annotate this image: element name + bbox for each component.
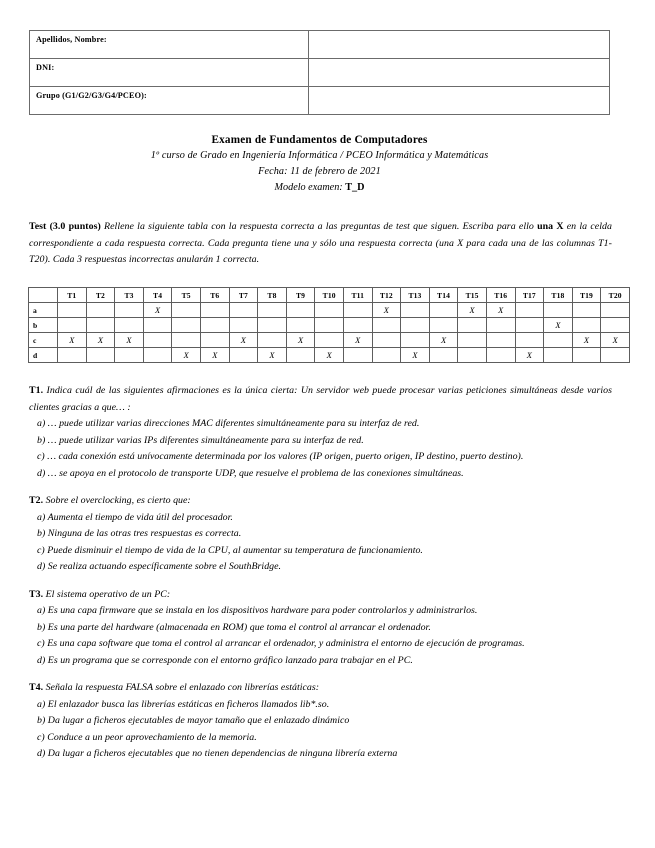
answer-cell-t12-a[interactable]: X (372, 303, 401, 318)
question-text: Sobre el overclocking, es cierto que: (43, 495, 191, 506)
exam-model-line (29, 180, 610, 196)
answer-cell-t7-c[interactable]: X (229, 333, 258, 348)
answer-cell-t16-a[interactable]: X (486, 303, 515, 318)
answer-cell-t6-a[interactable] (200, 303, 229, 318)
answer-cell-t20-d[interactable] (601, 348, 630, 363)
question-option[interactable]: c) Conduce a un peor aprovechamiento de la memoria. (37, 731, 257, 743)
answer-cell-t8-b[interactable] (258, 318, 287, 333)
answer-cell-t5-d[interactable]: X (172, 348, 201, 363)
answer-cell-t6-c[interactable] (200, 333, 229, 348)
answer-cell-t14-b[interactable] (429, 318, 458, 333)
answer-cell-t18-c[interactable] (544, 333, 573, 348)
question-number: T1. (29, 385, 44, 396)
answer-cell-t1-d[interactable] (58, 348, 87, 363)
info-label-dni: DNI: (30, 59, 309, 87)
answer-cell-t15-d[interactable] (458, 348, 487, 363)
answer-cell-t9-b[interactable] (286, 318, 315, 333)
answer-cell-t6-d[interactable]: X (200, 348, 229, 363)
page-title: Examen de Fundamentos de Computadores (211, 134, 428, 146)
question-number: T4. (29, 682, 44, 693)
answer-grid-col-header: T19 (572, 288, 601, 303)
question-stem (29, 383, 612, 416)
answer-grid-table[interactable] (28, 287, 630, 363)
answer-cell-t18-a[interactable] (544, 303, 573, 318)
answer-grid-col-header: T17 (515, 288, 544, 303)
answer-cell-t1-a[interactable] (58, 303, 87, 318)
answer-cell-t19-b[interactable] (572, 318, 601, 333)
answer-grid-col-header: T10 (315, 288, 344, 303)
answer-cell-t19-d[interactable] (572, 348, 601, 363)
question-text: Señala la respuesta FALSA sobre el enlazado con librerías estáticas: (43, 682, 320, 693)
answer-cell-t19-c[interactable]: X (572, 333, 601, 348)
answer-cell-t15-b[interactable] (458, 318, 487, 333)
answer-grid-col-header: T14 (429, 288, 458, 303)
answer-cell-t8-c[interactable] (258, 333, 287, 348)
question-block (29, 383, 612, 482)
info-label-apellidos: Apellidos, Nombre: (30, 31, 309, 59)
question-option[interactable]: a) Es una capa firmware que se instala en los dispositivos hardware para poder controlarlos y administrarlos. (37, 605, 478, 616)
exam-date: Fecha: 11 de febrero de 2021 (258, 166, 381, 177)
answer-grid-row (29, 303, 630, 318)
answer-grid-row (29, 348, 630, 363)
answer-cell-t11-a[interactable] (343, 303, 372, 318)
instructions-lead: Test (3.0 puntos) (29, 221, 101, 232)
answer-cell-t4-a[interactable]: X (143, 303, 172, 318)
answer-cell-t5-c[interactable] (172, 333, 201, 348)
answer-grid-col-header: T12 (372, 288, 401, 303)
answer-cell-t4-b[interactable] (143, 318, 172, 333)
answer-cell-t8-a[interactable] (258, 303, 287, 318)
question-stem (29, 587, 612, 604)
answer-cell-t19-a[interactable] (572, 303, 601, 318)
questions-container (29, 383, 612, 774)
instructions-bold-una-x: una X (537, 221, 564, 232)
answer-cell-t16-d[interactable] (486, 348, 515, 363)
answer-grid-col-header: T11 (343, 288, 372, 303)
answer-grid-col-header: T15 (458, 288, 487, 303)
question-text: Indica cuál de las siguientes afirmaciones es la única cierta: Un servidor web puede procesar varias peticiones simultáneas desde varios clientes gracias a que… : (29, 385, 612, 413)
answer-grid-col-header: T9 (286, 288, 315, 303)
student-info-body (30, 31, 610, 115)
answer-cell-t8-d[interactable]: X (258, 348, 287, 363)
answer-cell-t2-b[interactable] (86, 318, 115, 333)
student-info-table (29, 30, 610, 115)
question-stem (29, 680, 612, 697)
answer-grid-col-header: T16 (486, 288, 515, 303)
instructions-text-2: en la celda correspondiente a cada respuesta correcta. Cada pregunta tiene una y sólo una respuesta correcta (una X para cada una de las columnas T1-T20). Cada 3 respuestas incorrectas anularán 1 correcta. (29, 221, 612, 265)
answer-cell-t4-c[interactable] (143, 333, 172, 348)
answer-grid-row (29, 333, 630, 348)
answer-cell-t2-c[interactable]: X (86, 333, 115, 348)
question-block (29, 493, 612, 576)
answer-cell-t1-c[interactable]: X (58, 333, 87, 348)
answer-cell-t17-a[interactable] (515, 303, 544, 318)
question-number: T3. (29, 588, 44, 600)
answer-cell-t14-c[interactable]: X (429, 333, 458, 348)
answer-cell-t3-a[interactable] (115, 303, 144, 318)
table-row (30, 31, 610, 59)
answer-cell-t4-d[interactable] (143, 348, 172, 363)
test-instructions (29, 219, 612, 269)
question-option[interactable]: c) Puede disminuir el tiempo de vida de la CPU, al aumentar su temperatura de funcionamiento. (37, 544, 423, 556)
answer-cell-t20-c[interactable]: X (601, 333, 630, 348)
info-value-grupo[interactable] (309, 87, 610, 115)
answer-grid-header-row (29, 288, 630, 303)
info-value-dni[interactable] (309, 59, 610, 87)
answer-cell-t9-a[interactable] (286, 303, 315, 318)
answer-cell-t10-d[interactable]: X (315, 348, 344, 363)
info-label-grupo: Grupo (G1/G2/G3/G4/PCEO): (30, 87, 309, 115)
answer-grid-col-header: T7 (229, 288, 258, 303)
question-option[interactable]: c) … cada conexión está unívocamente determinada por los valores (IP origen, puerto origen, IP destino, puerto destino). (37, 451, 524, 462)
answer-cell-t7-a[interactable] (229, 303, 258, 318)
question-option[interactable]: a) El enlazador busca las librerías estáticas en ficheros llamados lib*.so. (37, 698, 330, 710)
table-row (30, 87, 610, 115)
answer-cell-t2-a[interactable] (86, 303, 115, 318)
question-option[interactable]: a) … puede utilizar varias direcciones MAC diferentes simultáneamente para su interfaz de red. (37, 418, 420, 429)
answer-grid-col-header: T2 (86, 288, 115, 303)
answer-cell-t7-b[interactable] (229, 318, 258, 333)
answer-cell-t10-a[interactable] (315, 303, 344, 318)
answer-grid-head (29, 288, 630, 303)
answer-grid-col-header: T5 (172, 288, 201, 303)
answer-cell-t12-b[interactable] (372, 318, 401, 333)
question-text: El sistema operativo de un PC: (43, 588, 171, 600)
answer-cell-t9-d[interactable] (286, 348, 315, 363)
question-number: T2. (29, 495, 44, 506)
answer-cell-t3-b[interactable] (115, 318, 144, 333)
answer-grid-col-header: T13 (401, 288, 430, 303)
answer-grid-row-label: b (29, 318, 58, 333)
answer-grid-corner (29, 288, 58, 303)
answer-cell-t16-c[interactable] (486, 333, 515, 348)
answer-cell-t15-a[interactable]: X (458, 303, 487, 318)
answer-grid-col-header: T8 (258, 288, 287, 303)
question-option[interactable]: b) Ninguna de las otras tres respuestas es correcta. (37, 528, 242, 539)
answer-grid-body (29, 303, 630, 363)
answer-cell-t3-c[interactable]: X (115, 333, 144, 348)
question-option[interactable]: d) … se apoya en el protocolo de transporte UDP, que resuelve el problema de las conexiones simultáneas. (37, 467, 464, 479)
answer-grid-col-header: T4 (143, 288, 172, 303)
answer-cell-t20-b[interactable] (601, 318, 630, 333)
answer-cell-t3-d[interactable] (115, 348, 144, 363)
answer-cell-t17-c[interactable] (515, 333, 544, 348)
question-option[interactable]: b) Es una parte del hardware (almacenada en ROM) que toma el control al arrancar el ordenador. (37, 621, 431, 633)
answer-cell-t10-c[interactable] (315, 333, 344, 348)
answer-cell-t11-d[interactable] (343, 348, 372, 363)
answer-cell-t12-c[interactable] (372, 333, 401, 348)
question-option[interactable]: a) Aumenta el tiempo de vida útil del procesador. (37, 511, 233, 523)
answer-cell-t18-b[interactable]: X (544, 318, 573, 333)
answer-cell-t1-b[interactable] (58, 318, 87, 333)
answer-grid-row (29, 318, 630, 333)
answer-cell-t5-a[interactable] (172, 303, 201, 318)
info-value-apellidos[interactable] (309, 31, 610, 59)
answer-grid-row-label: a (29, 303, 58, 318)
answer-grid-row-label: d (29, 348, 58, 363)
exam-model-value: T_D (345, 182, 365, 193)
answer-cell-t17-d[interactable]: X (515, 348, 544, 363)
question-block (29, 680, 612, 763)
answer-cell-t20-a[interactable] (601, 303, 630, 318)
answer-cell-t14-d[interactable] (429, 348, 458, 363)
question-option[interactable]: c) Es una capa software que toma el control al arrancar el ordenador, y administra el entorno de ejecución de programas. (37, 638, 525, 649)
answer-cell-t11-b[interactable] (343, 318, 372, 333)
question-option[interactable]: b) … puede utilizar varias IPs diferentes simultáneamente para su interfaz de red. (37, 434, 364, 446)
answer-cell-t13-c[interactable] (401, 333, 430, 348)
question-option[interactable]: b) Da lugar a ficheros ejecutables de mayor tamaño que el enlazado dinámico (37, 715, 350, 726)
answer-cell-t15-c[interactable] (458, 333, 487, 348)
question-option[interactable]: d) Da lugar a ficheros ejecutables que no tienen dependencias de ninguna librería externa (37, 748, 398, 759)
answer-cell-t10-b[interactable] (315, 318, 344, 333)
question-block (29, 587, 612, 670)
answer-cell-t14-a[interactable] (429, 303, 458, 318)
answer-grid-col-header: T3 (115, 288, 144, 303)
table-row (30, 59, 610, 87)
answer-grid-col-header: T20 (601, 288, 630, 303)
question-stem (29, 493, 612, 510)
answer-cell-t11-c[interactable]: X (343, 333, 372, 348)
answer-cell-t9-c[interactable]: X (286, 333, 315, 348)
answer-cell-t13-d[interactable]: X (401, 348, 430, 363)
exam-heading (29, 132, 610, 196)
answer-cell-t7-d[interactable] (229, 348, 258, 363)
exam-model-label: Modelo examen: (274, 182, 346, 193)
answer-cell-t6-b[interactable] (200, 318, 229, 333)
instructions-text-1: Rellene la siguiente tabla con la respuesta correcta a las preguntas de test que siguen. Escriba para ello (100, 221, 538, 232)
answer-cell-t18-d[interactable] (544, 348, 573, 363)
answer-cell-t12-d[interactable] (372, 348, 401, 363)
answer-cell-t13-a[interactable] (401, 303, 430, 318)
answer-grid-col-header: T6 (200, 288, 229, 303)
answer-cell-t17-b[interactable] (515, 318, 544, 333)
answer-cell-t2-d[interactable] (86, 348, 115, 363)
question-option[interactable]: d) Es un programa que se corresponde con el entorno gráfico lanzado para trabajar en el PC. (37, 654, 413, 666)
answer-grid-col-header: T1 (58, 288, 87, 303)
answer-cell-t16-b[interactable] (486, 318, 515, 333)
question-option[interactable]: d) Se realiza actuando específicamente sobre el SouthBridge. (37, 561, 282, 572)
answer-grid-row-label: c (29, 333, 58, 348)
answer-grid-col-header: T18 (544, 288, 573, 303)
answer-cell-t13-b[interactable] (401, 318, 430, 333)
answer-cell-t5-b[interactable] (172, 318, 201, 333)
exam-subtitle: 1º curso de Grado en Ingeniería Informática / PCEO Informática y Matemáticas (150, 150, 489, 161)
